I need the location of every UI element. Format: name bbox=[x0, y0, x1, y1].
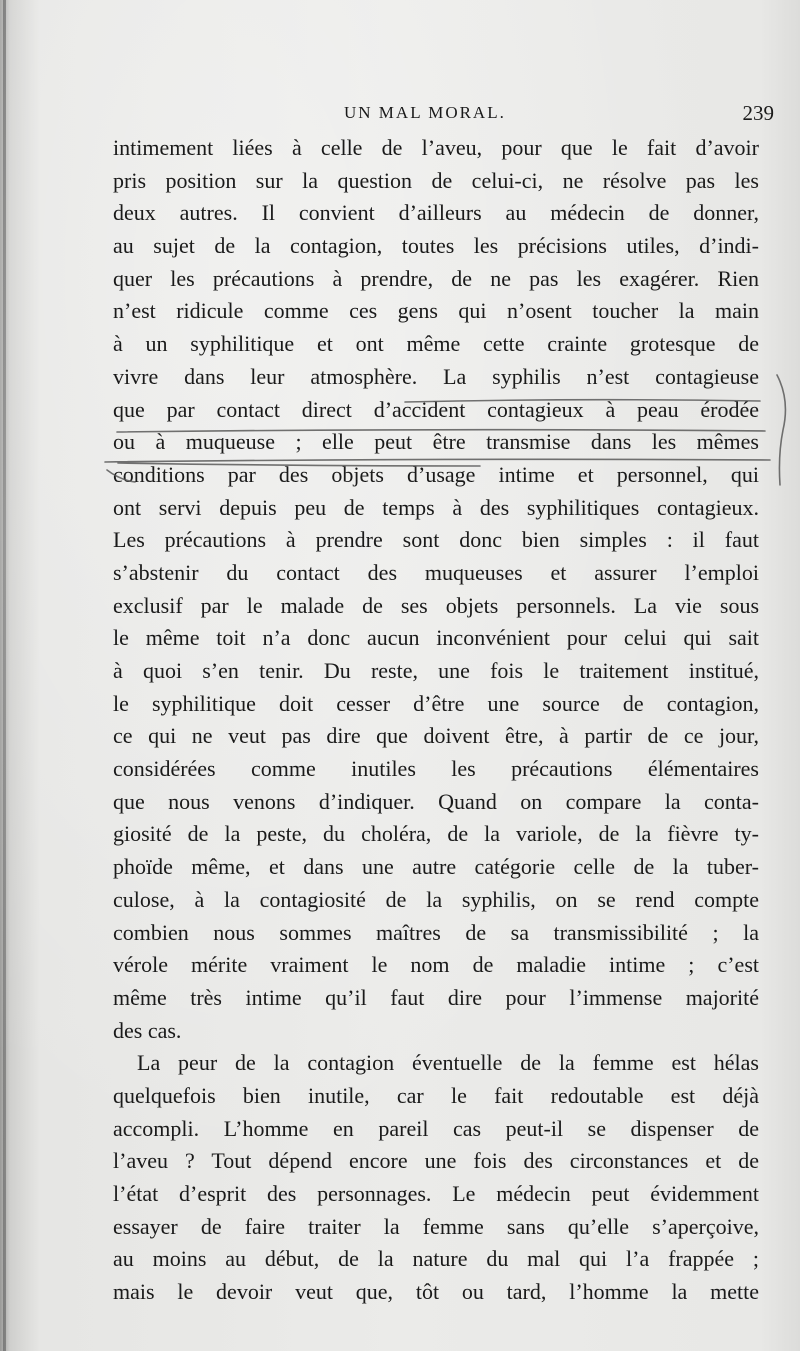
page-header bbox=[116, 101, 774, 131]
page-number: 239 bbox=[742, 101, 774, 125]
text-line: accompli. L’homme en pareil cas peut-il se dispenser de bbox=[113, 1115, 759, 1141]
text-line: combien nous sommes maîtres de sa transmissibilité ; la bbox=[113, 919, 759, 945]
text-line: ont servi depuis peu de temps à des syphilitiques contagieux. bbox=[113, 494, 759, 520]
text-line: quer les précautions à prendre, de ne pas les exagérer. Rien bbox=[113, 265, 759, 291]
text-line: quelquefois bien inutile, car le fait redoutable est déjà bbox=[113, 1082, 759, 1108]
text-line: ce qui ne veut pas dire que doivent être, à partir de ce jour, bbox=[113, 723, 759, 749]
text-line: au sujet de la contagion, toutes les précisions utiles, d’indi- bbox=[113, 233, 759, 259]
text-line: Les précautions à prendre sont donc bien simples : il faut bbox=[113, 527, 759, 553]
text-line: essayer de faire traiter la femme sans qu’elle s’aperçoive, bbox=[113, 1213, 759, 1239]
text-line: que par contact direct d’accident contagieux à peau érodée bbox=[113, 396, 759, 422]
pencil-margin-bracket bbox=[777, 375, 785, 485]
text-line: au moins au début, de la nature du mal qui l’a frappée ; bbox=[113, 1246, 759, 1272]
text-line: giosité de la peste, du choléra, de la variole, de la fièvre ty- bbox=[113, 821, 759, 847]
text-line: culose, à la contagiosité de la syphilis, on se rend compte bbox=[113, 886, 759, 912]
text-line: pris position sur la question de celui-ci, ne résolve pas les bbox=[113, 167, 759, 193]
text-line: même très intime qu’il faut dire pour l’immense majorité bbox=[113, 984, 759, 1010]
text-line: des cas. bbox=[113, 1017, 182, 1043]
text-line: exclusif par le malade de ses objets personnels. La vie sous bbox=[113, 592, 759, 618]
text-line: vivre dans leur atmosphère. La syphilis n’est contagieuse bbox=[113, 363, 759, 389]
text-line: considérées comme inutiles les précautions élémentaires bbox=[113, 756, 759, 782]
text-line: n’est ridicule comme ces gens qui n’osent toucher la main bbox=[113, 298, 759, 324]
text-line: phoïde même, et dans une autre catégorie celle de la tuber- bbox=[113, 854, 759, 880]
text-line: à quoi s’en tenir. Du reste, une fois le traitement institué, bbox=[113, 658, 759, 683]
text-line: La peur de la contagion éventuelle de la femme est hélas bbox=[137, 1050, 759, 1076]
page-binding-edge bbox=[3, 0, 6, 1351]
text-line: à un syphilitique et ont même cette crainte grotesque de bbox=[113, 331, 759, 357]
text-line: s’abstenir du contact des muqueuses et assurer l’emploi bbox=[113, 559, 759, 585]
text-line: ou à muqueuse ; elle peut être transmise dans les mêmes bbox=[113, 429, 759, 455]
text-line: que nous venons d’indiquer. Quand on compare la conta- bbox=[113, 788, 759, 814]
text-line: l’aveu ? Tout dépend encore une fois des circonstances et de bbox=[113, 1148, 759, 1174]
text-line: conditions par des objets d’usage intime et personnel, qui bbox=[113, 461, 759, 487]
text-line: vérole mérite vraiment le nom de maladie intime ; c’est bbox=[113, 952, 759, 978]
text-line: le syphilitique doit cesser d’être une source de contagion, bbox=[113, 690, 759, 716]
text-line: deux autres. Il convient d’ailleurs au médecin de donner, bbox=[113, 200, 759, 226]
text-line: le même toit n’a donc aucun inconvénient pour celui qui sait bbox=[113, 625, 759, 651]
text-line: mais le devoir veut que, tôt ou tard, l’homme la mette bbox=[113, 1279, 759, 1305]
text-line: l’état d’esprit des personnages. Le médecin peut évidemment bbox=[113, 1181, 759, 1206]
text-line: intimement liées à celle de l’aveu, pour que le fait d’avoir bbox=[113, 135, 759, 160]
running-title: UN MAL MORAL. bbox=[344, 103, 506, 122]
body-text bbox=[113, 132, 759, 1309]
